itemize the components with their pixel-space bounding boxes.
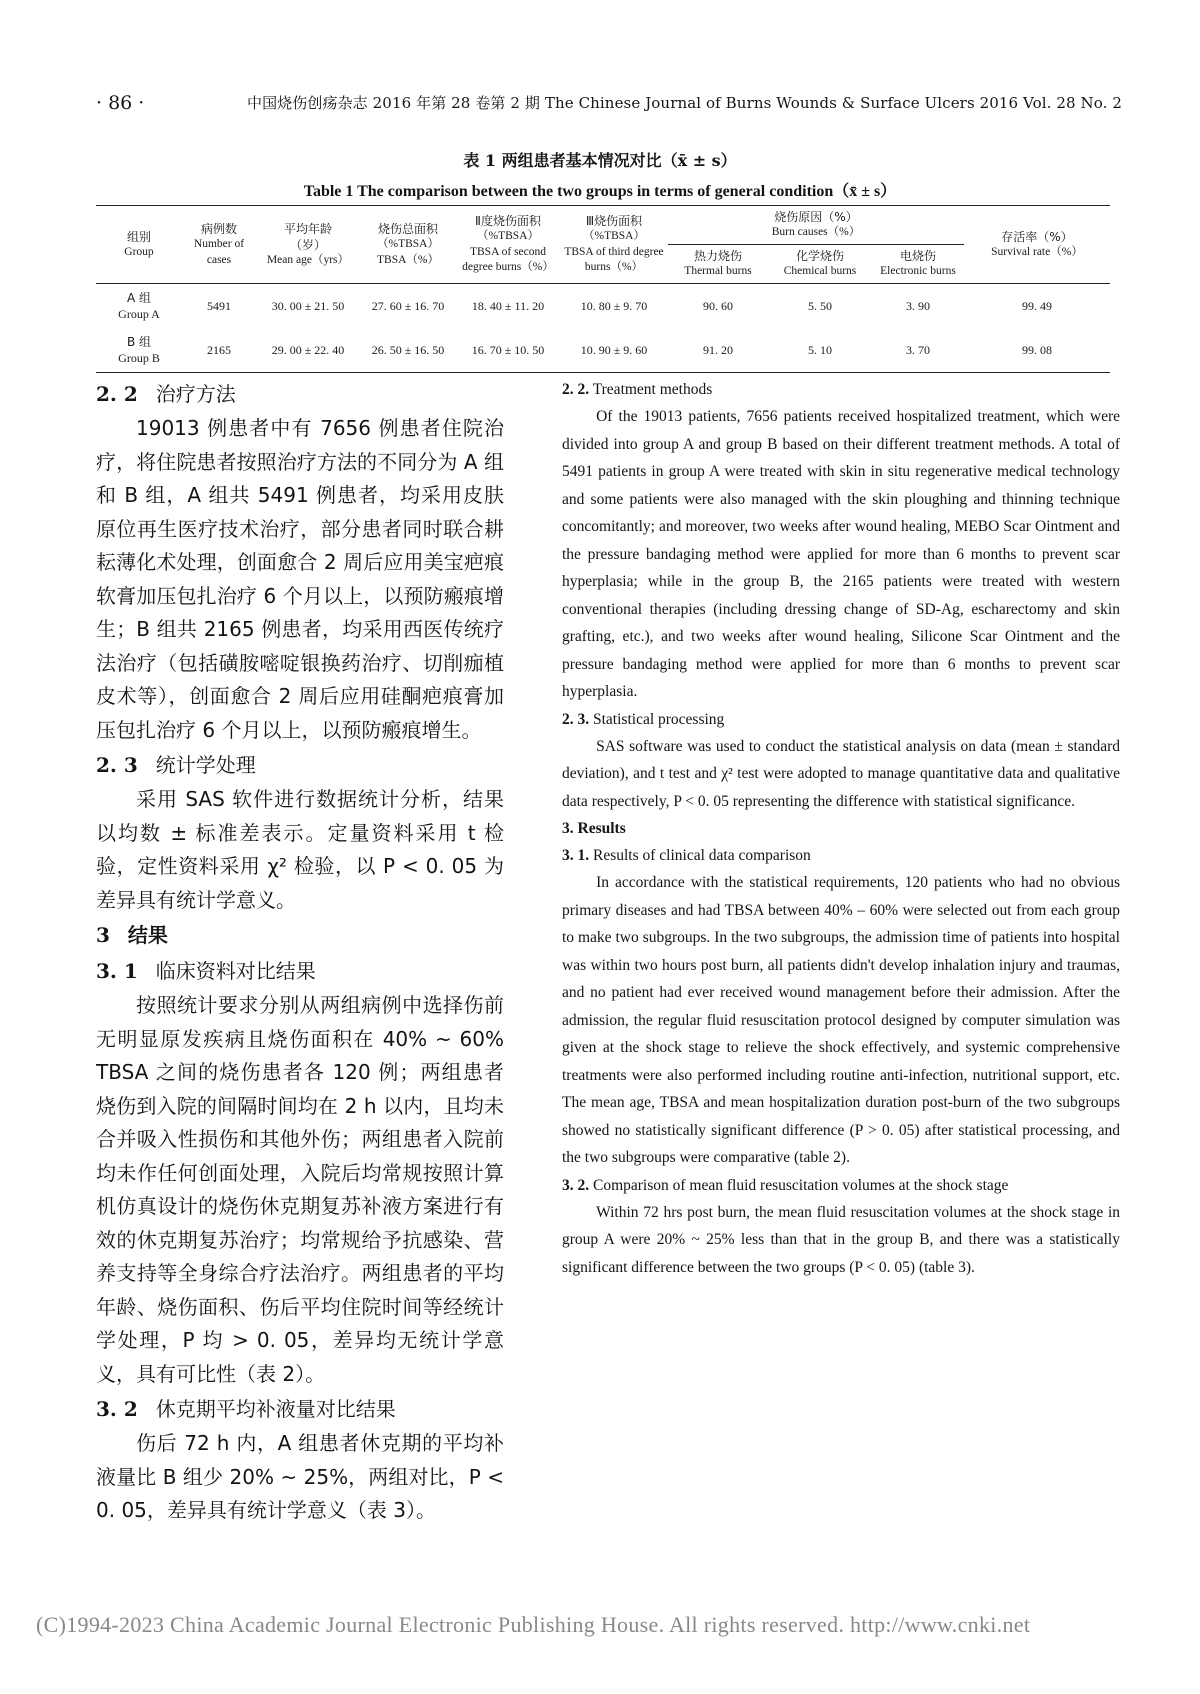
paragraph-treatment-methods-cn: 19013 例患者中有 7656 例患者住院治疗，将住院患者按照治疗方法的不同分为 A 组和 B 组，A 组共 5491 例患者，均采用皮肤原位再生医疗技术治疗，部分患者同时联合耕耘薄化术处理，创面愈合 2 周后应用美宝疤痕软膏加压包扎治疗 6 个月以上，以预防瘢痕增生；B 组共 2165 例患者，均采用西医传统疗法治疗（包括磺胺嘧啶银换药治疗、切削痂植皮术等），创面愈合 2 周后应用硅酮疤痕膏加压包扎治疗 6 个月以上，以预防瘢痕增生。 [96,416,504,742]
section-heading-3-2-en: 3. 2. Comparison of mean fluid resuscitation volumes at the shock stage [562,1176,1009,1194]
section-heading-2-3-en: 2. 3. Statistical processing [562,710,725,728]
header-thermal-burns: 热力烧伤 Thermal burns [668,245,768,284]
paragraph-clinical-data-en: In accordance with the statistical requirements, 120 patients who had no obvious primary diseases and had TBSA between 40% – 60% were selected out from each group to make two subgroups. In the two subgroups, the admission time of patients into hospital was within two hours post burn, all patients didn't develop inhalation injury and traumas, and no patient had ever received wound management before their admission. After the admission, the regular fluid resuscitation protocol designed by computer simulation was given at the shock stage to relieve the shock effectively, and systemic comprehensive treatments were also performed including routine anti-infection, nutritional support, etc. The mean age, TBSA and mean hospitalization duration post-burn of the two subgroups showed no statistically significant difference (P > 0. 05) after statistical processing, and the two subgroups were comparative (table 2). [562,874,1120,1166]
table-caption-en: Table 1 The comparison between the two groups in terms of general condition（x̄ ± s） [303,183,897,200]
cell-third: 10. 90 ± 9. 60 [560,328,668,373]
cell-cases: 2165 [182,328,256,373]
section-heading-3-en: 3. Results [562,820,626,837]
general-condition-table [96,205,1110,373]
header-cases: 病例数 Number of cases [182,206,256,284]
cell-tbsa: 27. 60 ± 16. 70 [371,298,445,313]
cell-thermal: 90. 60 [703,298,733,313]
cell-chemical: 5. 10 [768,328,872,373]
header-survival-rate: 存活率（%） Survival rate（%） [964,206,1110,284]
copyright-footer: (C)1994-2023 China Academic Journal Electronic Publishing House. All rights reserved. http://www.cnki.net [36,1612,1031,1637]
table-row [96,284,1110,329]
cell-age: 29. 00 ± 22. 40 [256,328,360,373]
header-burn-causes: 烧伤原因（%） Burn causes（%） [668,206,964,245]
header-second-degree: Ⅱ度烧伤面积 （%TBSA） TBSA of second degree burns（%） [456,206,560,284]
cell-thermal: 91. 20 [668,328,768,373]
cell-group: B 组 Group B [96,328,182,373]
chinese-column [96,376,504,1528]
cell-tbsa: 26. 50 ± 16. 50 [360,328,456,373]
cell-cases: 5491 [207,298,231,313]
header-chemical-burns: 化学烧伤 Chemical burns [768,245,872,284]
section-heading-2-2-cn: 2. 2 治疗方法 [96,382,236,406]
page-number: · 86 · [96,92,145,114]
header-group: 组别 Group [96,206,182,284]
section-heading-2-2-en: 2. 2. Treatment methods [562,381,713,398]
cell-survival: 99. 49 [1022,298,1052,313]
header-mean-age: 平均年龄 （岁） Mean age（yrs） [256,206,360,284]
section-heading-3-2-cn: 3. 2 休克期平均补液量对比结果 [96,1397,396,1421]
cell-age: 30. 00 ± 21. 50 [271,298,345,313]
cell-group: A 组 Group A [118,290,160,321]
paragraph-fluid-volume-en: Within 72 hrs post burn, the mean fluid resuscitation volumes at the shock stage in group A were 20% ~ 25% less than that in the group B, and there was a statistically significant difference between the two groups (P < 0. 05) (table 3). [562,1203,1120,1276]
cell-third: 10. 80 ± 9. 70 [580,298,648,313]
section-heading-3-cn: 3 结果 [96,923,168,947]
header-third-degree: Ⅲ烧伤面积 （%TBSA） TBSA of third degree burns（%） [560,206,668,284]
paragraph-statistical-processing-cn: 采用 SAS 软件进行数据统计分析，结果以均数 ± 标准差表示。定量资料采用 t 检验，定性资料采用 χ² 检验，以 P < 0. 05 为差异具有统计学意义。 [96,787,504,912]
section-heading-2-3-cn: 2. 3 统计学处理 [96,753,256,777]
cell-chemical: 5. 50 [808,298,832,313]
cell-electric: 3. 90 [906,298,930,313]
paragraph-clinical-data-cn: 按照统计要求分别从两组病例中选择伤前无明显原发疾病且烧伤面积在 40% ~ 60% TBSA 之间的烧伤患者各 120 例；两组患者烧伤到入院的间隔时间均在 2 h 以内，且均未合并吸入性损伤和其他外伤；两组患者入院前均未作任何创面处理，入院后均常规按照计算机仿真设计的烧伤休克期复苏补液方案进行有效的休克期复苏治疗；均常规给予抗感染、营养支持等全身综合疗法治疗。两组患者的平均年龄、烧伤面积、伤后平均住院时间等经统计学处理，P 均 > 0. 05，差异均无统计学意义，具有可比性（表 2）。 [96,993,504,1386]
cell-survival: 99. 08 [964,328,1110,373]
paragraph-treatment-methods-en: Of the 19013 patients, 7656 patients received hospitalized treatment, which were divided into group A and group B based on their different treatment methods. A total of 5491 patients in group A were treated with skin in situ regenerative medical technology and some patients were also managed with the skin ploughing and thinning technique concomitantly; and moreover, two weeks after wound healing, MEBO Scar Ointment and the pressure bandaging method were applied for more than 6 months to prevent scar hyperplasia; while in the group B, the 2165 patients were treated with western conventional therapies (including dressing change of SD-Ag, escharectomy and skin grafting, etc.), and two weeks after wound healing, Silicone Scar Ointment and the pressure bandaging method were applied for more than 6 months to prevent scar hyperplasia. [562,408,1120,700]
table-row [96,328,1110,373]
paragraph-statistical-processing-en: SAS software was used to conduct the statistical analysis on data (mean ± standard deviation), and t test and χ² test were adopted to manage quantitative data and qualitative data respectively, P < 0. 05 representing the difference with statistical significance. [562,737,1120,810]
cell-electric: 3. 70 [872,328,964,373]
running-head: 中国烧伤创疡杂志 2016 年第 28 卷第 2 期 The Chinese Journal of Burns Wounds & Surface Ulcers 2016 Vol. 28 No. 2 [246,94,1122,112]
header-electronic-burns: 电烧伤 Electronic burns [872,245,964,284]
english-column [562,376,1120,1281]
cell-second: 16. 70 ± 10. 50 [456,328,560,373]
header-tbsa: 烧伤总面积 （%TBSA） TBSA（%） [360,206,456,284]
section-heading-3-1-en: 3. 1. Results of clinical data comparison [562,847,811,864]
table-caption-cn: 表 1 两组患者基本情况对比（x̄ ± s） [463,151,737,170]
section-heading-3-1-cn: 3. 1 临床资料对比结果 [96,959,316,983]
cell-second: 18. 40 ± 11. 20 [471,298,545,313]
paragraph-fluid-volume-cn: 伤后 72 h 内，A 组患者休克期的平均补液量比 B 组少 20% ~ 25%，两组对比，P < 0. 05，差异具有统计学意义（表 3）。 [96,1431,504,1522]
